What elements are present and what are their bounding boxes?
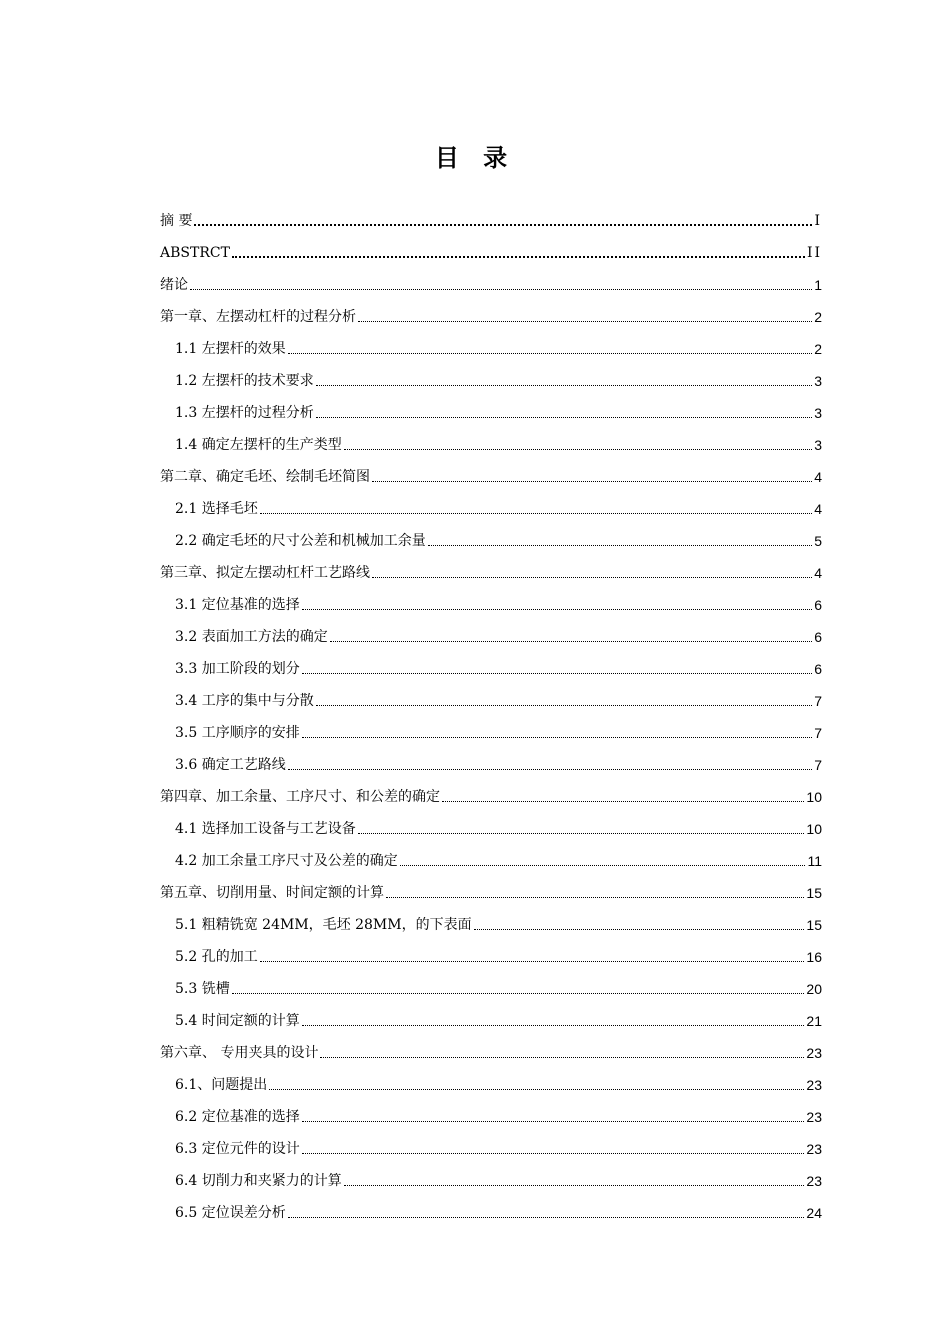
toc-entry[interactable] — [160, 876, 822, 908]
toc-entry[interactable] — [160, 684, 822, 716]
dot-leader — [232, 992, 805, 994]
dot-leader — [428, 544, 812, 546]
dot-leader — [302, 608, 812, 610]
toc-entry-page-number: 6 — [814, 597, 822, 613]
dot-leader — [316, 416, 812, 418]
toc-entry[interactable] — [160, 1164, 822, 1196]
toc-entry[interactable] — [160, 1196, 822, 1228]
toc-entry-page-number: 7 — [814, 757, 822, 773]
toc-entry[interactable] — [160, 1068, 822, 1100]
toc-entry[interactable] — [160, 204, 822, 236]
toc-entry-title: 3.1 定位基准的选择 — [175, 597, 300, 613]
dot-leader — [302, 672, 812, 674]
toc-entry-page-number: 2 — [814, 309, 822, 325]
toc-entry-page-number: 16 — [806, 949, 822, 965]
dot-leader — [358, 320, 812, 322]
toc-entry[interactable] — [160, 428, 822, 460]
toc-entry[interactable] — [160, 588, 822, 620]
toc-entry[interactable] — [160, 364, 822, 396]
toc-entry-page-number: 4 — [814, 501, 822, 517]
page-title: 目 录 — [434, 144, 516, 172]
toc-entry-page-number: 3 — [814, 437, 822, 453]
dot-leader — [442, 800, 804, 802]
toc-entry-page-number: 23 — [806, 1141, 822, 1157]
toc-entry-title: 4.1 选择加工设备与工艺设备 — [175, 821, 356, 837]
dot-leader — [288, 768, 812, 770]
dot-leader — [400, 864, 806, 866]
toc-entry-title: 6.1、问题提出 — [175, 1077, 268, 1093]
toc-entry-page-number: 11 — [807, 853, 822, 869]
toc-entry-title: 摘 要 — [160, 213, 193, 229]
toc-entry-page-number: 10 — [806, 789, 822, 805]
toc-entry-title: 1.1 左摆杆的效果 — [175, 341, 286, 357]
toc-entry[interactable] — [160, 332, 822, 364]
toc-entry-title: 3.6 确定工艺路线 — [175, 757, 286, 773]
toc-entry[interactable] — [160, 812, 822, 844]
toc-entry[interactable] — [160, 300, 822, 332]
toc-entry-page-number: 23 — [806, 1077, 822, 1093]
toc-entry-title: 第四章、加工余量、工序尺寸、和公差的确定 — [160, 789, 440, 805]
toc-entry[interactable] — [160, 1100, 822, 1132]
toc-entry-title: 第二章、确定毛坯、绘制毛坯简图 — [160, 469, 370, 485]
toc-entry-page-number: 4 — [814, 469, 822, 485]
toc-entry-page-number: 1 — [814, 277, 822, 293]
toc-entry-title: 2.1 选择毛坯 — [175, 501, 258, 517]
dot-leader — [302, 1152, 805, 1154]
dot-leader — [316, 704, 812, 706]
dot-leader — [288, 352, 812, 354]
toc-entry-title: 4.2 加工余量工序尺寸及公差的确定 — [175, 853, 398, 869]
toc-entry-page-number: 21 — [806, 1013, 822, 1029]
toc-entry-title: 第三章、拟定左摆动杠杆工艺路线 — [160, 565, 370, 581]
toc-entry-page-number: 10 — [806, 821, 822, 837]
dot-leader — [288, 1216, 805, 1218]
table-of-contents — [160, 204, 822, 1228]
toc-entry-title: 2.2 确定毛坯的尺寸公差和机械加工余量 — [175, 533, 426, 549]
toc-entry[interactable] — [160, 620, 822, 652]
toc-entry-title: 绪论 — [160, 277, 188, 293]
toc-entry-page-number: 23 — [806, 1109, 822, 1125]
dot-leader — [344, 1184, 805, 1186]
toc-entry[interactable] — [160, 908, 822, 940]
toc-entry[interactable] — [160, 940, 822, 972]
toc-entry-page-number: 24 — [806, 1205, 822, 1221]
toc-entry[interactable] — [160, 1132, 822, 1164]
toc-entry-page-number: 5 — [814, 533, 822, 549]
dot-leader — [344, 448, 812, 450]
toc-entry[interactable] — [160, 268, 822, 300]
toc-entry-title: 第五章、切削用量、时间定额的计算 — [160, 885, 384, 901]
toc-entry[interactable] — [160, 652, 822, 684]
toc-entry[interactable] — [160, 460, 822, 492]
toc-entry-title: 6.5 定位误差分析 — [175, 1205, 286, 1221]
toc-entry-page-number: I — [814, 213, 822, 229]
toc-entry-title: ABSTRCT — [160, 245, 230, 261]
toc-entry[interactable] — [160, 844, 822, 876]
toc-entry-title: 6.2 定位基准的选择 — [175, 1109, 300, 1125]
toc-entry-title: 5.1 粗精铣宽 24MM，毛坯 28MM，的下表面 — [175, 917, 472, 933]
toc-entry-title: 3.3 加工阶段的划分 — [175, 661, 300, 677]
toc-entry[interactable] — [160, 396, 822, 428]
toc-entry-page-number: 15 — [806, 917, 822, 933]
toc-entry-page-number: 7 — [814, 693, 822, 709]
toc-entry[interactable] — [160, 972, 822, 1004]
toc-entry-title: 3.2 表面加工方法的确定 — [175, 629, 328, 645]
toc-entry[interactable] — [160, 492, 822, 524]
dot-leader — [194, 223, 812, 226]
toc-entry-title: 第六章、 专用夹具的设计 — [160, 1045, 319, 1061]
dot-leader — [302, 1120, 805, 1122]
toc-entry-page-number: 15 — [806, 885, 822, 901]
toc-entry-title: 1.4 确定左摆杆的生产类型 — [175, 437, 342, 453]
dot-leader — [474, 928, 805, 930]
toc-entry-page-number: 3 — [814, 405, 822, 421]
dot-leader — [372, 480, 812, 482]
toc-entry-title: 第一章、左摆动杠杆的过程分析 — [160, 309, 356, 325]
toc-entry-title: 6.4 切削力和夹紧力的计算 — [175, 1173, 342, 1189]
toc-entry-page-number: II — [806, 245, 822, 261]
toc-entry-title: 5.4 时间定额的计算 — [175, 1013, 300, 1029]
toc-entry-page-number: 3 — [814, 373, 822, 389]
toc-entry-title: 6.3 定位元件的设计 — [175, 1141, 300, 1157]
toc-entry[interactable] — [160, 748, 822, 780]
dot-leader — [260, 512, 812, 514]
toc-entry[interactable] — [160, 1004, 822, 1036]
toc-entry[interactable] — [160, 716, 822, 748]
toc-entry-page-number: 23 — [806, 1045, 822, 1061]
dot-leader — [320, 1056, 804, 1058]
dot-leader — [302, 1024, 805, 1026]
toc-entry-page-number: 4 — [814, 565, 822, 581]
dot-leader — [372, 576, 812, 578]
toc-entry[interactable] — [160, 556, 822, 588]
dot-leader — [330, 640, 812, 642]
toc-entry-title: 1.2 左摆杆的技术要求 — [175, 373, 314, 389]
toc-entry[interactable] — [160, 524, 822, 556]
toc-entry[interactable] — [160, 780, 822, 812]
dot-leader — [386, 896, 804, 898]
dot-leader — [232, 255, 805, 258]
dot-leader — [260, 960, 805, 962]
dot-leader — [316, 384, 812, 386]
toc-entry-page-number: 23 — [806, 1173, 822, 1189]
toc-entry-title: 1.3 左摆杆的过程分析 — [175, 405, 314, 421]
toc-entry-page-number: 20 — [806, 981, 822, 997]
toc-entry-page-number: 2 — [814, 341, 822, 357]
toc-entry[interactable] — [160, 236, 822, 268]
toc-entry-title: 5.2 孔的加工 — [175, 949, 258, 965]
toc-entry-title: 5.3 铣槽 — [175, 981, 230, 997]
toc-entry-title: 3.5 工序顺序的安排 — [175, 725, 300, 741]
dot-leader — [302, 736, 812, 738]
toc-entry-page-number: 7 — [814, 725, 822, 741]
dot-leader — [358, 832, 805, 834]
toc-entry-page-number: 6 — [814, 661, 822, 677]
toc-entry[interactable] — [160, 1036, 822, 1068]
dot-leader — [190, 288, 812, 290]
dot-leader — [269, 1088, 804, 1090]
toc-entry-title: 3.4 工序的集中与分散 — [175, 693, 314, 709]
toc-entry-page-number: 6 — [814, 629, 822, 645]
